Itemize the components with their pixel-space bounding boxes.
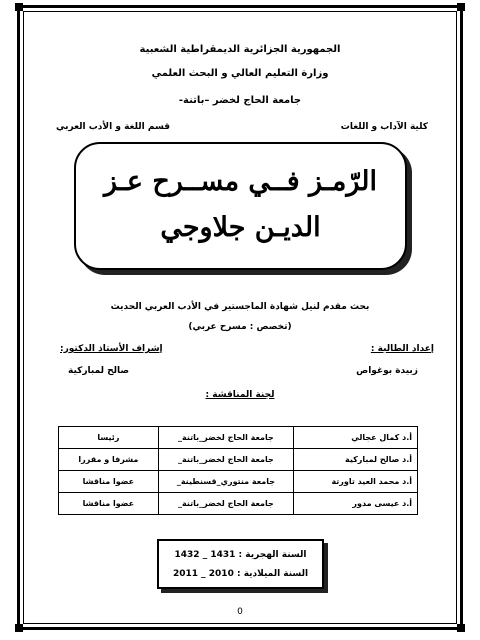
student-name: زبيدة بوغواص	[356, 366, 418, 376]
member-role: رئيسا	[59, 427, 159, 449]
hijri-year: السنة الهجرية : 1431 _ 1432	[174, 550, 307, 560]
department-label: قسم اللغة و الأدب العربي	[56, 122, 170, 132]
ministry-line: وزارة التعليم العالي و البحث العلمي	[151, 68, 329, 79]
member-university: جامعة الحاج لخضر_باتنة_	[158, 427, 293, 449]
member-role: مشرفا و مقررا	[59, 449, 159, 471]
republic-line: الجمهورية الجزائرية الديمقراطية الشعبية	[139, 44, 341, 55]
member-name: أ.د محمد العيد تاورتة	[294, 471, 418, 493]
border-corner	[15, 3, 23, 11]
university-line: جامعة الحاج لخضر –باتنة-	[178, 95, 302, 106]
member-role: عضوا مناقشا	[59, 471, 159, 493]
title-box	[74, 142, 407, 270]
supervisor-name: صالح لمباركية	[68, 366, 130, 376]
title-line-2: الديـن جلاوجي	[160, 212, 321, 243]
table-row	[59, 493, 418, 515]
committee-table	[58, 426, 418, 515]
member-university: جامعة منتوري_قسنطينة_	[158, 471, 293, 493]
supervisor-label: إشراف الأستاذ الدكتور:	[60, 344, 163, 354]
member-university: جامعة الحاج لخضر_باتنة_	[158, 449, 293, 471]
member-name: أ.د كمال عجالي	[294, 427, 418, 449]
thesis-specialty: (تخصص : مسرح عربي)	[188, 322, 292, 332]
faculty-label: كلية الآداب و اللغات	[340, 122, 428, 132]
table-row	[59, 471, 418, 493]
border-corner	[457, 624, 465, 632]
member-name: أ.د عيسى مدور	[294, 493, 418, 515]
thesis-purpose: بحث مقدم لنيل شهادة الماجستير في الأدب العربي الحديث	[110, 302, 370, 312]
border-corner	[15, 624, 23, 632]
title-line-1: الرّمـز فــي مســرح عـز	[104, 166, 377, 197]
table-row	[59, 449, 418, 471]
border-corner	[457, 3, 465, 11]
member-role: عضوا مناقشا	[59, 493, 159, 515]
member-university: جامعة الحاج لخضر_باتنة_	[158, 493, 293, 515]
student-label: إعداد الطالبة :	[370, 344, 434, 354]
page-number: 0	[237, 607, 243, 617]
gregorian-year: السنة الميلادية : 2010 _ 2011	[172, 569, 309, 579]
academic-year-box	[157, 539, 324, 589]
table-row	[59, 427, 418, 449]
committee-title: لجنة المناقشة :	[205, 390, 275, 400]
member-name: أ.د صالح لمباركية	[294, 449, 418, 471]
